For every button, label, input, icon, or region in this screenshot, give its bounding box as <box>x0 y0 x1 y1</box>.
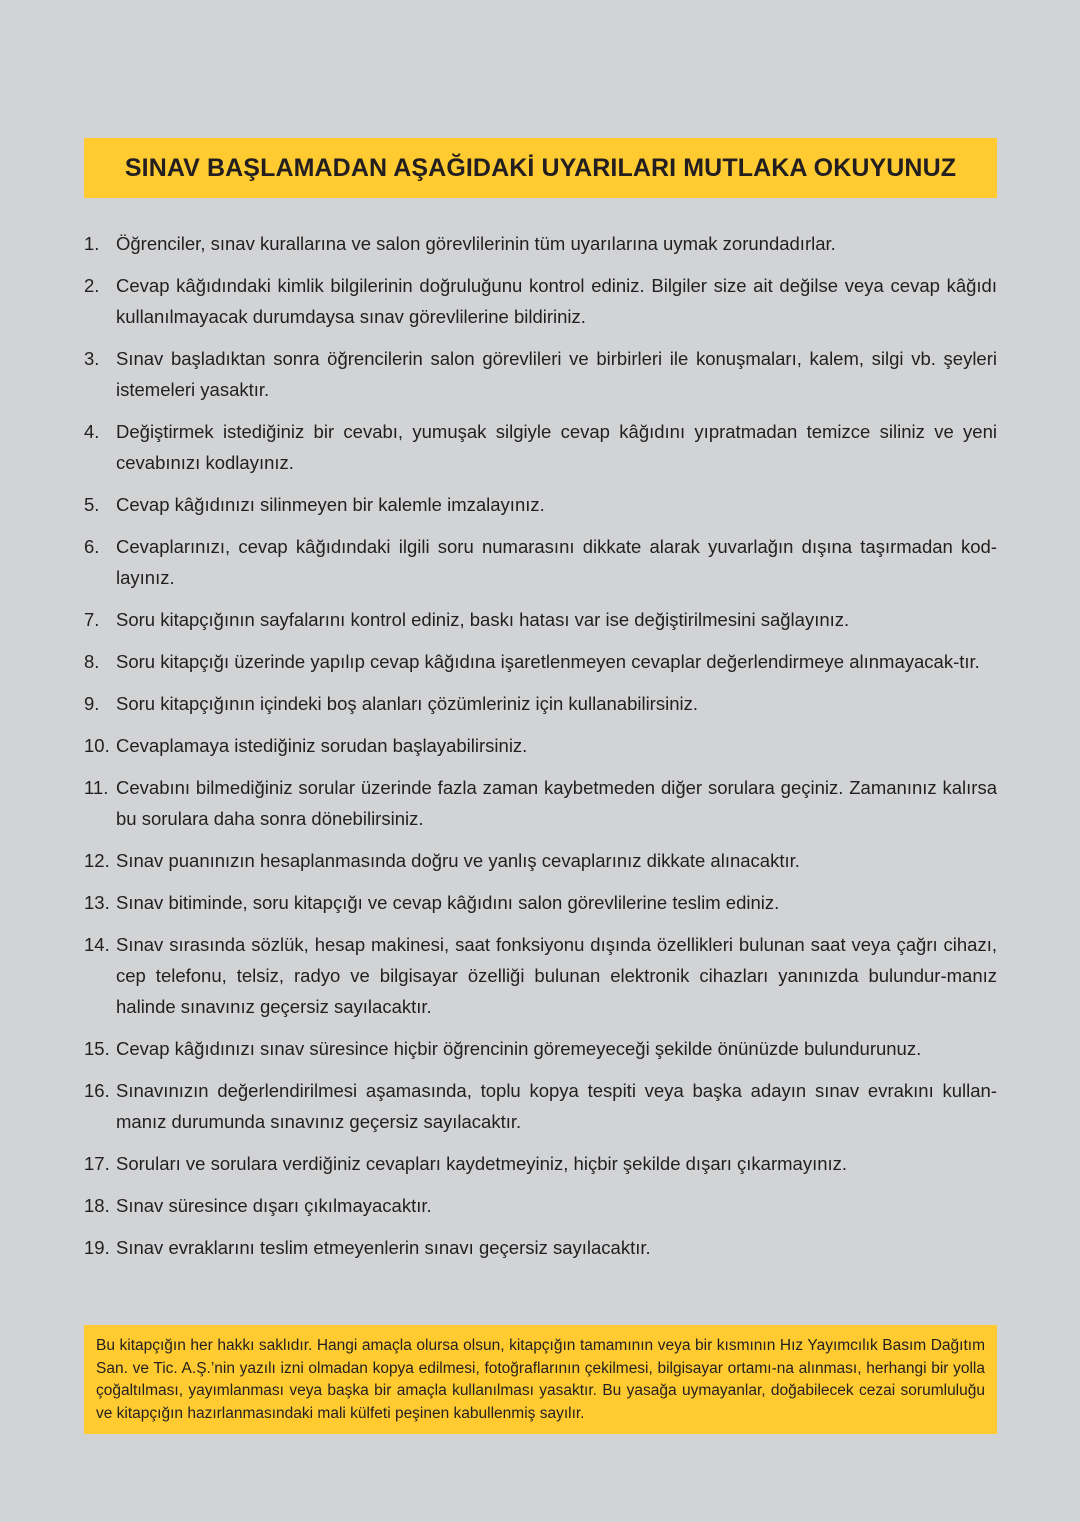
warnings-section <box>84 138 997 1274</box>
list-item <box>84 772 997 834</box>
rule-text: Cevap kâğıdındaki kimlik bilgilerinin doğruluğunu kontrol ediniz. Bilgiler size ait değilse veya cevap kâğıdı kullanılmayacak durumdaysa sınav görevlilerine bildiriniz. <box>116 275 997 327</box>
list-item <box>84 1075 997 1137</box>
rule-text: Sınav süresince dışarı çıkılmayacaktır. <box>116 1195 432 1216</box>
list-item <box>84 730 997 761</box>
list-item <box>84 1148 997 1179</box>
rule-number: 2. <box>84 275 100 296</box>
rule-text: Öğrenciler, sınav kurallarına ve salon görevlilerinin tüm uyarılarına uymak zorundadırlar. <box>116 233 836 254</box>
rule-number: 9. <box>84 693 100 714</box>
list-item <box>84 1033 997 1064</box>
list-item <box>84 1190 997 1221</box>
rule-text: Sınavınızın değerlendirilmesi aşamasında, toplu kopya tespiti veya başka adayın sınav evrakını kullan-manız durumunda sınavınız geçersiz sayılacaktır. <box>116 1080 997 1132</box>
rule-text: Değiştirmek istediğiniz bir cevabı, yumuşak silgiyle cevap kâğıdını yıpratmadan temizce siliniz ve yeni cevabınızı kodlayınız. <box>116 421 997 473</box>
rule-number: 15. <box>84 1038 110 1059</box>
copyright-notice <box>84 1325 997 1434</box>
rule-number: 11. <box>84 777 109 798</box>
rule-text: Cevap kâğıdınızı sınav süresince hiçbir öğrencinin göremeyeceği şekilde önünüzde bulundurunuz. <box>116 1038 922 1059</box>
rule-number: 5. <box>84 494 100 515</box>
rules-list <box>84 228 997 1263</box>
rule-number: 16. <box>84 1080 110 1101</box>
rule-number: 19. <box>84 1237 110 1258</box>
rule-text: Soru kitapçığının içindeki boş alanları çözümleriniz için kullanabilirsiniz. <box>116 693 698 714</box>
rule-text: Cevap kâğıdınızı silinmeyen bir kalemle imzalayınız. <box>116 494 545 515</box>
list-item <box>84 1232 997 1263</box>
list-item <box>84 929 997 1022</box>
rule-number: 17. <box>84 1153 110 1174</box>
rule-text: Cevaplarınızı, cevap kâğıdındaki ilgili soru numarasını dikkate alarak yuvarlağın dışına taşırmadan kod-layınız. <box>116 536 997 588</box>
list-item <box>84 845 997 876</box>
rule-text: Soru kitapçığı üzerinde yapılıp cevap kâğıdına işaretlenmeyen cevaplar değerlendirmeye alınmayacak-tır. <box>116 651 980 672</box>
rule-text: Cevaplamaya istediğiniz sorudan başlayabilirsiniz. <box>116 735 528 756</box>
list-item <box>84 646 997 677</box>
header-banner <box>84 138 997 198</box>
list-item <box>84 887 997 918</box>
rule-number: 13. <box>84 892 110 913</box>
rule-number: 8. <box>84 651 100 672</box>
rule-text: Soru kitapçığının sayfalarını kontrol ediniz, baskı hatası var ise değiştirilmesini sağlayınız. <box>116 609 850 630</box>
rule-text: Sınav bitiminde, soru kitapçığı ve cevap kâğıdını salon görevlilerine teslim ediniz. <box>116 892 780 913</box>
rule-text: Sınav sırasında sözlük, hesap makinesi, saat fonksiyonu dışında özellikleri bulunan saat veya çağrı cihazı, cep telefonu, telsiz, radyo ve bilgisayar özelliği bulunan elektronik cihazları yanınızda bulundur-manız halinde sınavınız geçersiz sayılacaktır. <box>116 934 997 1017</box>
rule-text: Cevabını bilmediğiniz sorular üzerinde fazla zaman kaybetmeden diğer sorulara geçiniz. Zamanınız kalırsa bu sorulara daha sonra dönebilirsiniz. <box>116 777 997 829</box>
rule-number: 10. <box>84 735 110 756</box>
rule-number: 6. <box>84 536 100 557</box>
rule-number: 14. <box>84 934 110 955</box>
list-item <box>84 416 997 478</box>
list-item <box>84 604 997 635</box>
list-item <box>84 531 997 593</box>
rule-number: 1. <box>84 233 100 254</box>
rule-number: 7. <box>84 609 100 630</box>
list-item <box>84 228 997 259</box>
rule-number: 4. <box>84 421 100 442</box>
list-item <box>84 688 997 719</box>
copyright-text: Bu kitapçığın her hakkı saklıdır. Hangi amaçla olursa olsun, kitapçığın tamamının veya bir kısmının Hız Yayımcılık Basım Dağıtım San. ve Tic. A.Ş.’nin yazılı izni olmadan kopya edilmesi, fotoğraflarının çekilmesi, bilgisayar ortamı-na alınması, herhangi bir yolla çoğaltılması, yayımlanması veya başka bir amaçla kullanılması yasaktır. Bu yasağa uymayanlar, doğabilecek cezai sorumluluğu ve kitapçığın hazırlanmasındaki mali külfeti peşinen kabullenmiş sayılır. <box>96 1337 985 1422</box>
rule-text: Sınav evraklarını teslim etmeyenlerin sınavı geçersiz sayılacaktır. <box>116 1237 651 1258</box>
rule-text: Sınav puanınızın hesaplanmasında doğru ve yanlış cevaplarınız dikkate alınacaktır. <box>116 850 800 871</box>
rule-number: 3. <box>84 348 100 369</box>
list-item <box>84 489 997 520</box>
list-item <box>84 343 997 405</box>
rule-text: Soruları ve sorulara verdiğiniz cevapları kaydetmeyiniz, hiçbir şekilde dışarı çıkarmayınız. <box>116 1153 848 1174</box>
rule-number: 18. <box>84 1195 110 1216</box>
list-item <box>84 270 997 332</box>
rule-number: 12. <box>84 850 110 871</box>
rule-text: Sınav başladıktan sonra öğrencilerin salon görevlileri ve birbirleri ile konuşmaları, kalem, silgi vb. şeyleri istemeleri yasaktır. <box>116 348 997 400</box>
page-title: SINAV BAŞLAMADAN AŞAĞIDAKİ UYARILARI MUTLAKA OKUYUNUZ <box>124 153 957 182</box>
